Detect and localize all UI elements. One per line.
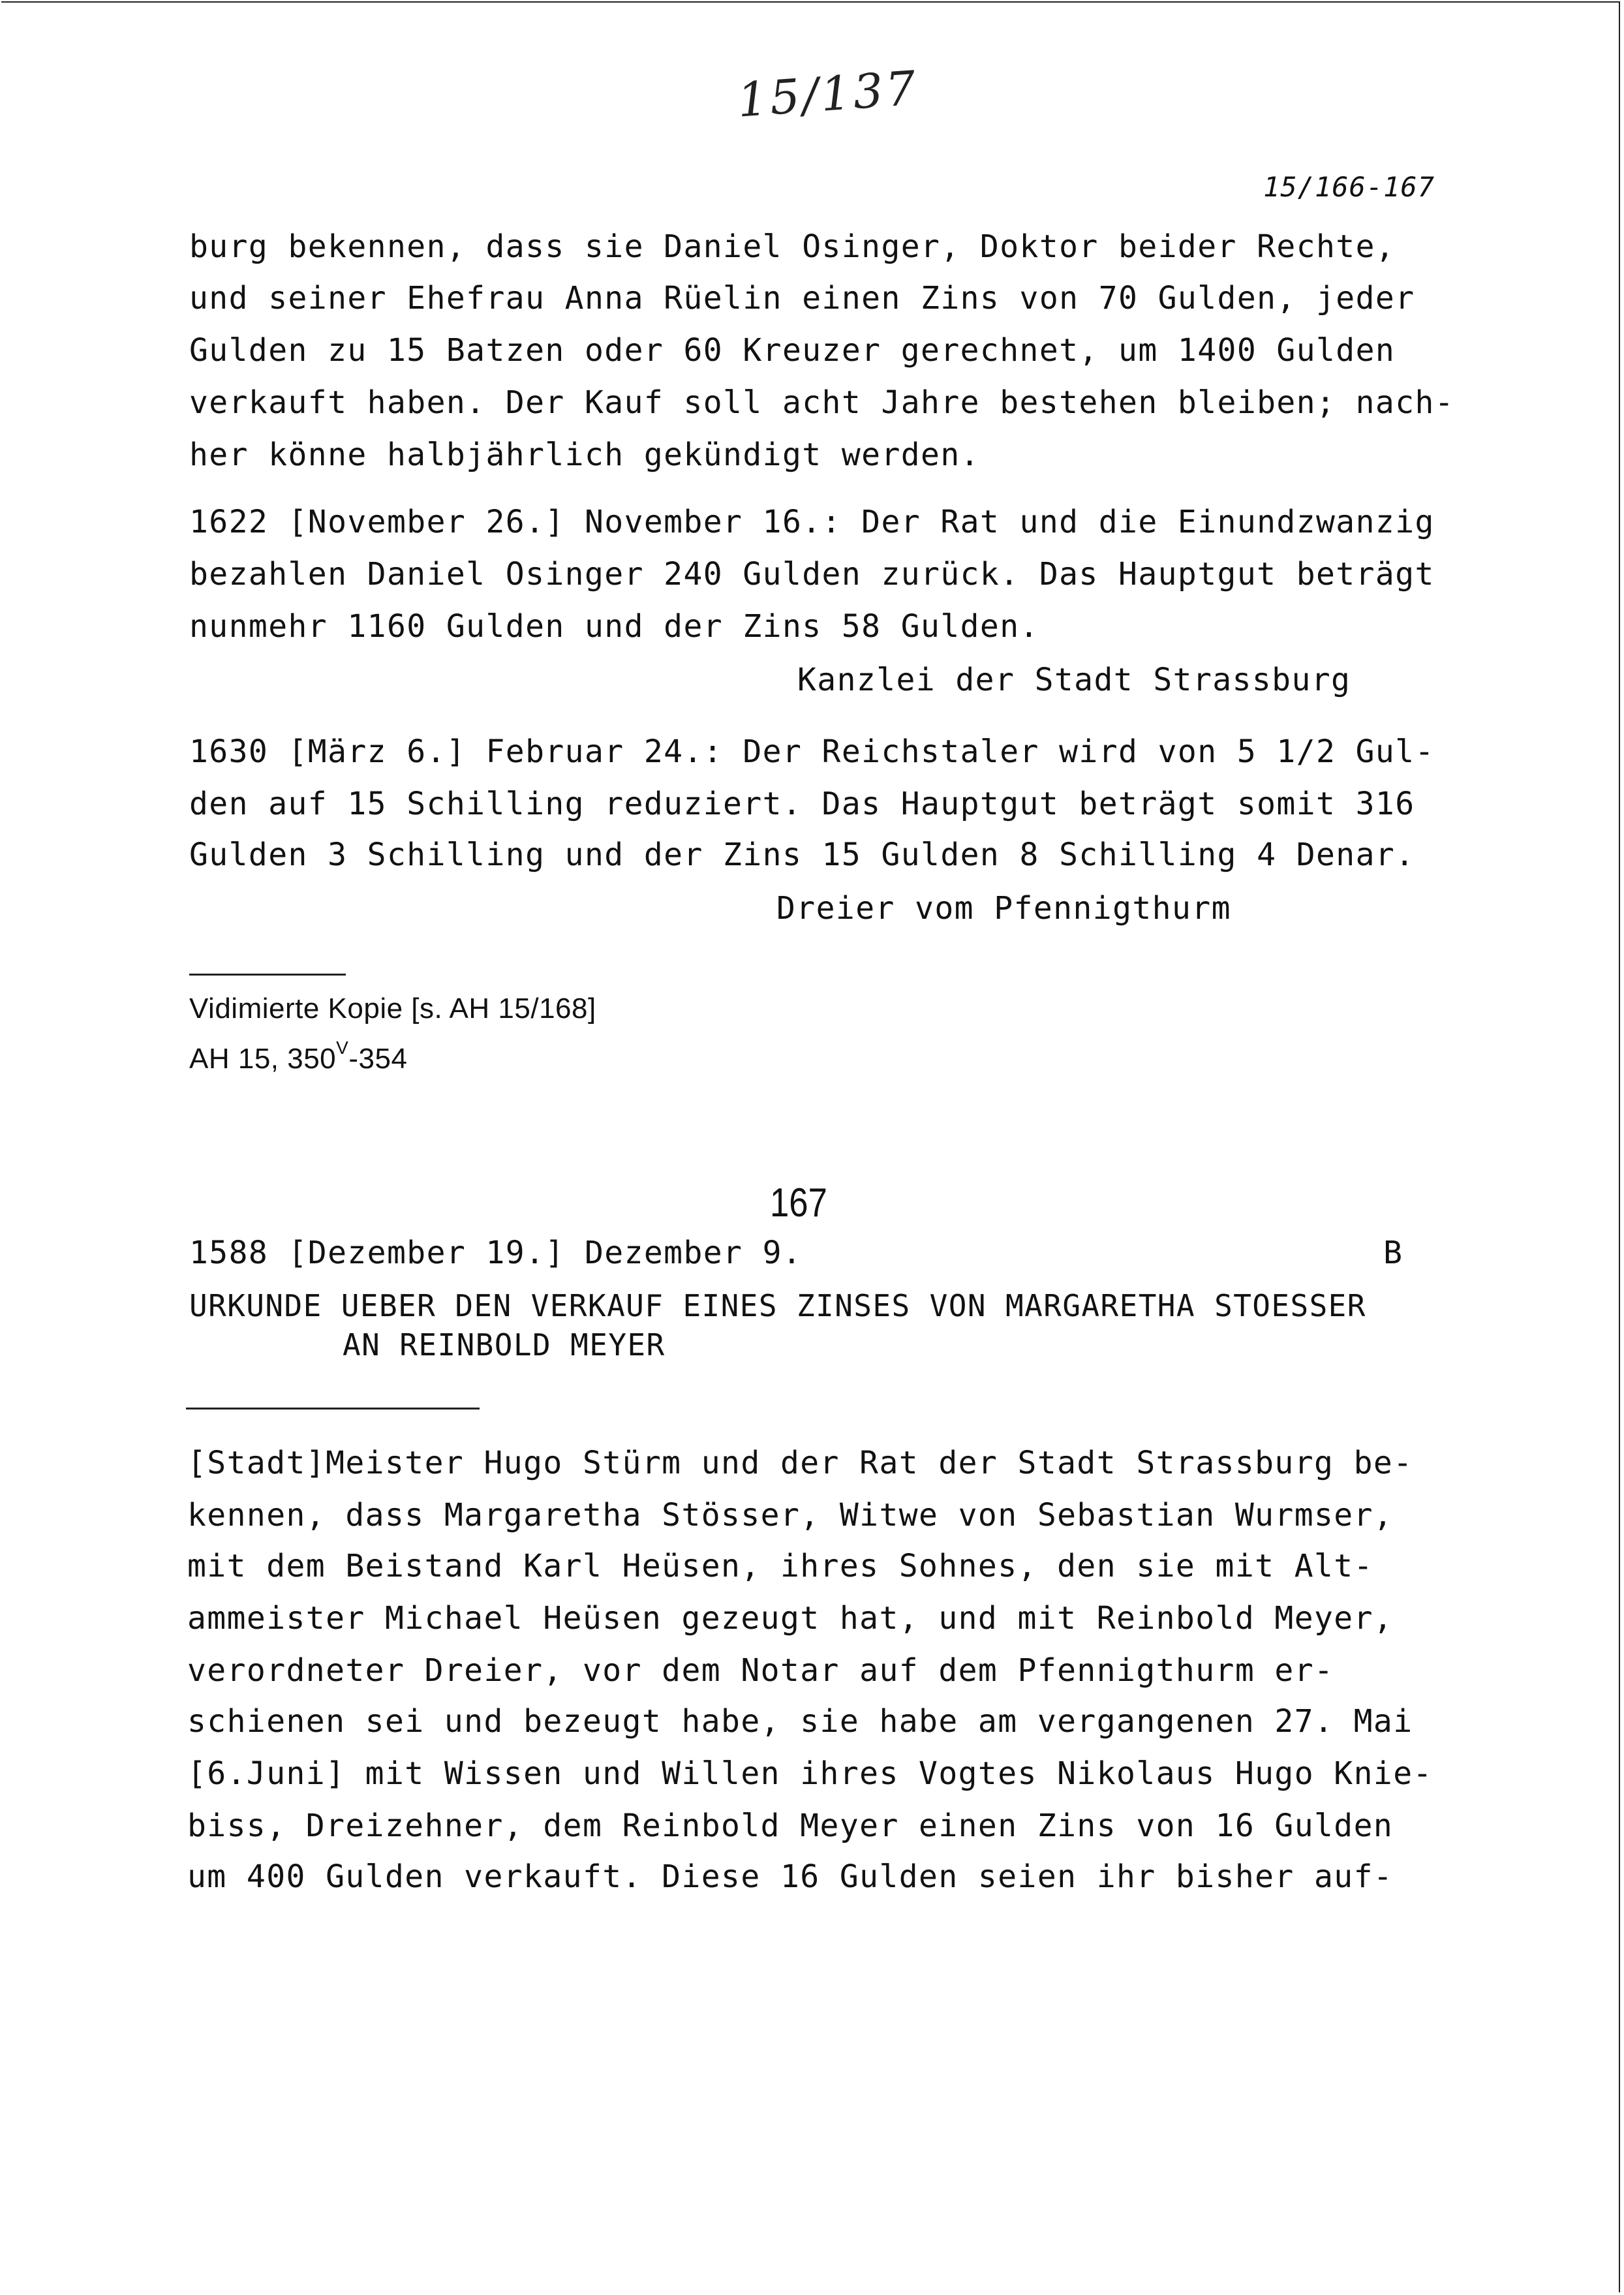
text-line: [6.Juni] mit Wissen und Willen ihres Vogtes Nikolaus Hugo Knie-	[187, 1755, 1433, 1792]
section-rule	[186, 1408, 480, 1409]
document-title-continued: AN REINBOLD MEYER	[343, 1327, 666, 1363]
text-line: ammeister Michael Heüsen gezeugt hat, und mit Reinbold Meyer,	[187, 1600, 1394, 1637]
text-line: verkauft haben. Der Kauf soll acht Jahre bestehen bleiben; nach-	[189, 384, 1455, 421]
text-line: nunmehr 1160 Gulden und der Zins 58 Gulden.	[189, 608, 1039, 645]
document-reference: 15/166-167	[1263, 171, 1435, 203]
source-note: Vidimierte Kopie [s. AH 15/168]	[189, 993, 596, 1024]
signature-dreier: Dreier vom Pfennigthurm	[776, 890, 1231, 927]
handwritten-page-number: 15/137	[735, 60, 920, 128]
document-category: B	[1383, 1235, 1402, 1271]
source-note-archive: AH 15, $350^V-354$	[189, 1038, 408, 1075]
text-line: verordneter Dreier, vor dem Notar auf dem Pfennigthurm er-	[187, 1652, 1334, 1689]
text-line: biss, Dreizehner, dem Reinbold Meyer einen Zins von 16 Gulden	[187, 1808, 1394, 1844]
text-line: her könne halbjährlich gekündigt werden.	[189, 437, 980, 473]
text-line: Gulden zu 15 Batzen oder 60 Kreuzer gerechnet, um 1400 Gulden	[189, 332, 1396, 369]
document-title: URKUNDE UEBER DEN VERKAUF EINES ZINSES VON MARGARETHA STOESSER	[189, 1288, 1366, 1323]
signature-kanzlei: Kanzlei der Stadt Strassburg	[797, 662, 1351, 698]
text-line: [Stadt]Meister Hugo Stürm und der Rat der Stadt Strassburg be-	[187, 1445, 1413, 1481]
document-number: 167	[770, 1180, 827, 1225]
text-line: bezahlen Daniel Osinger 240 Gulden zurück. Das Hauptgut beträgt	[189, 556, 1435, 593]
document-date: 1588 [Dezember 19.] Dezember 9.	[189, 1235, 803, 1271]
text-line: burg bekennen, dass sie Daniel Osinger, Doktor beider Rechte,	[189, 228, 1396, 265]
text-line: kennen, dass Margaretha Stösser, Witwe von Sebastian Wurmser,	[187, 1497, 1394, 1533]
text-line: den auf 15 Schilling reduziert. Das Hauptgut beträgt somit 316	[189, 786, 1415, 822]
text-line: 1622 [November 26.] November 16.: Der Rat und die Einundzwanzig	[189, 504, 1435, 540]
text-line: 1630 [März 6.] Februar 24.: Der Reichstaler wird von 5 1/2 Gul-	[189, 733, 1435, 770]
text-line: um 400 Gulden verkauft. Diese 16 Gulden seien ihr bisher auf-	[187, 1858, 1394, 1895]
text-line: schienen sei und bezeugt habe, sie habe am vergangenen 27. Mai	[187, 1703, 1413, 1740]
text-line: Gulden 3 Schilling und der Zins 15 Gulden 8 Schilling 4 Denar.	[189, 837, 1415, 873]
text-line: und seiner Ehefrau Anna Rüelin einen Zins von 70 Gulden, jeder	[189, 280, 1415, 316]
text-line: mit dem Beistand Karl Heüsen, ihres Sohnes, den sie mit Alt-	[187, 1548, 1373, 1584]
footnote-rule	[189, 974, 346, 976]
